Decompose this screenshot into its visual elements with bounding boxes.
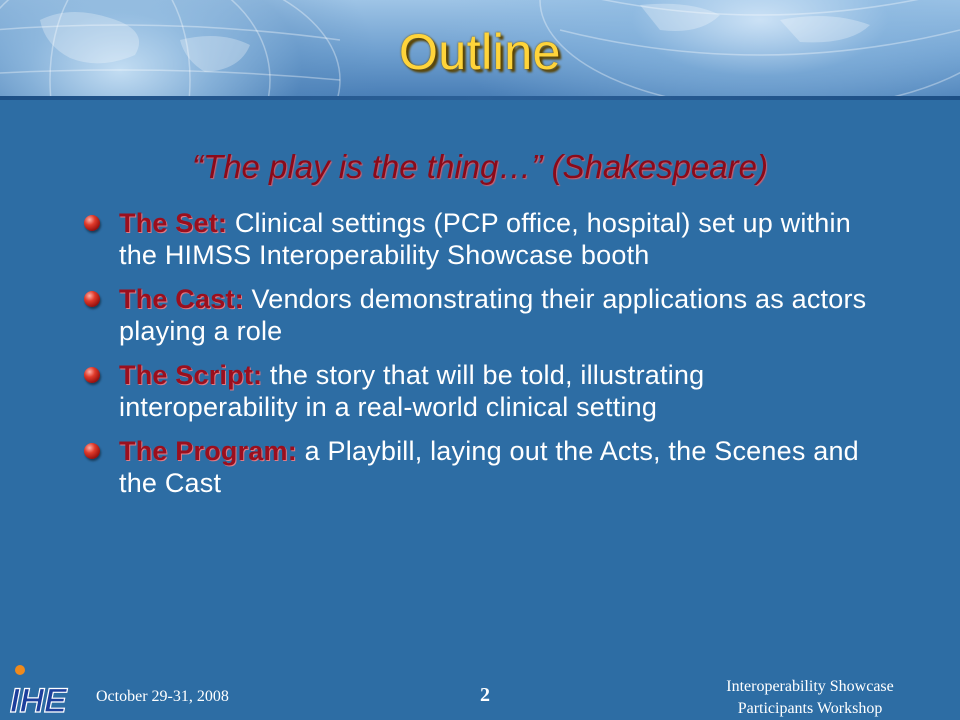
bullet-label: The Script: — [119, 360, 263, 390]
bullet-dot-icon — [84, 443, 100, 459]
bullet-text: Clinical settings (PCP office, hospital) set up within the HIMSS Interoperability Showcase booth — [119, 208, 851, 270]
bullet-item-cast — [82, 283, 882, 347]
header-divider — [0, 96, 960, 100]
bullet-item-set — [82, 207, 882, 271]
footer-date: October 29-31, 2008 — [96, 688, 229, 705]
ihe-logo-icon — [6, 660, 78, 718]
bullet-label: The Set: — [119, 208, 228, 238]
bullet-list — [82, 207, 882, 511]
bullet-label: The Cast: — [119, 284, 244, 314]
footer-org-line-1: Interoperability Showcase — [726, 678, 894, 695]
bullet-text: a Playbill, laying out the Acts, the Scenes and the Cast — [119, 436, 859, 498]
slide-title: Outline — [399, 24, 561, 80]
header-banner — [0, 0, 960, 96]
footer-org-line-2: Participants Workshop — [737, 700, 883, 717]
bullet-text: the story that will be told, illustrating interoperability in a real-world clinical setting — [119, 360, 705, 422]
bullet-label: The Program: — [119, 436, 297, 466]
bullet-dot-icon — [84, 291, 100, 307]
bullet-item-script — [82, 359, 882, 423]
bullet-text: Vendors demonstrating their applications as actors playing a role — [119, 284, 867, 346]
slide-subtitle: “The play is the thing…” (Shakespeare) — [192, 148, 768, 185]
footer-organization — [690, 676, 930, 720]
bullet-item-program — [82, 435, 882, 499]
bullet-dot-icon — [84, 367, 100, 383]
page-number: 2 — [480, 684, 490, 706]
bullet-dot-icon — [84, 215, 100, 231]
logo-text: IHE — [10, 682, 67, 718]
